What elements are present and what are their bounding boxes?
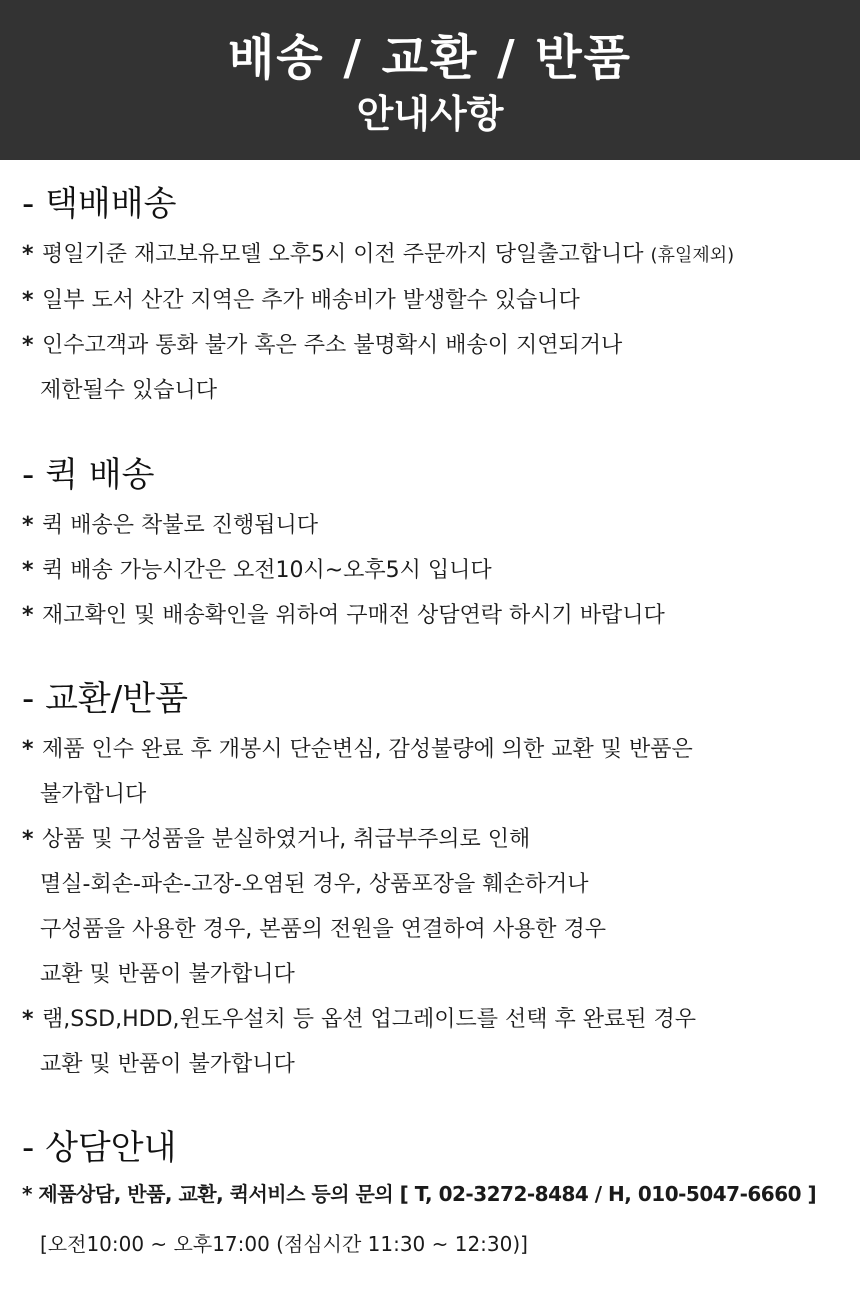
item-text-continued: 구성품을 사용한 경우, 본품의 전원을 연결하여 사용한 경우: [40, 917, 606, 942]
section-consultation: [0, 1126, 860, 1264]
item-text: 재고확인 및 배송확인을 위하여 구매전 상담연락 하시기 바랍니다: [42, 603, 665, 628]
bullet-star: *: [22, 827, 34, 852]
item-text: 퀵 배송 가능시간은 오전10시~오후5시 입니다: [42, 558, 492, 583]
item-text: 평일기준 재고보유모델 오후5시 이전 주문까지 당일출고합니다: [42, 242, 644, 267]
page-title: 배송 / 교환 / 반품: [227, 30, 633, 86]
item-text: 상품 및 구성품을 분실하였거나, 취급부주의로 인해: [42, 827, 531, 852]
bullet-star: *: [22, 513, 34, 538]
list-item: [22, 817, 860, 997]
section-quick-delivery: [0, 453, 860, 638]
item-text-continued: 교환 및 반품이 불가합니다: [40, 1052, 295, 1077]
item-text: 인수고객과 통화 불가 혹은 주소 불명확시 배송이 지연되거나: [42, 333, 623, 358]
item-text: 퀵 배송은 착불로 진행됩니다: [42, 513, 319, 538]
list-item: [22, 232, 860, 278]
item-text-continued: 교환 및 반품이 불가합니다: [40, 962, 295, 987]
section-title: - 상담안내: [22, 1128, 177, 1168]
business-hours: [오전10:00 ~ 오후17:00 (점심시간 11:30 ~ 12:30)]: [40, 1232, 528, 1256]
list-item: [22, 278, 860, 323]
section-title: - 택배배송: [22, 184, 177, 224]
item-text-continued: 불가합니다: [40, 782, 147, 807]
page-subtitle: 안내사항: [356, 92, 504, 136]
item-note: (휴일제외): [650, 245, 735, 266]
contact-info: * 제품상담, 반품, 교환, 퀵서비스 등의 문의 [ T, 02-3272-8484 / H, 010-5047-6660 ]: [22, 1182, 817, 1206]
bullet-star: *: [22, 558, 34, 583]
list-item: [22, 503, 860, 548]
section-title: - 교환/반품: [22, 679, 188, 719]
bullet-star: *: [22, 737, 34, 762]
section-parcel-delivery: [0, 182, 860, 413]
bullet-star: *: [22, 242, 34, 267]
bullet-star: *: [22, 603, 34, 628]
item-text: 램,SSD,HDD,윈도우설치 등 옵션 업그레이드를 선택 후 완료된 경우: [42, 1007, 697, 1032]
section-exchange-return: [0, 677, 860, 1087]
page-header: [0, 0, 860, 160]
list-item: [22, 997, 860, 1087]
item-text-continued: 제한될수 있습니다: [40, 378, 218, 403]
item-text-continued: 멸실-회손-파손-고장-오염된 경우, 상품포장을 훼손하거나: [40, 872, 589, 897]
bullet-star: *: [22, 288, 34, 313]
list-item: [22, 727, 860, 817]
section-title: - 퀵 배송: [22, 455, 155, 495]
list-item: [22, 323, 860, 413]
item-text: 제품 인수 완료 후 개봉시 단순변심, 감성불량에 의한 교환 및 반품은: [42, 737, 693, 762]
list-item: [22, 593, 860, 638]
bullet-star: *: [22, 333, 34, 358]
item-text: 일부 도서 산간 지역은 추가 배송비가 발생할수 있습니다: [42, 288, 580, 313]
bullet-star: *: [22, 1007, 34, 1032]
list-item: [22, 548, 860, 593]
